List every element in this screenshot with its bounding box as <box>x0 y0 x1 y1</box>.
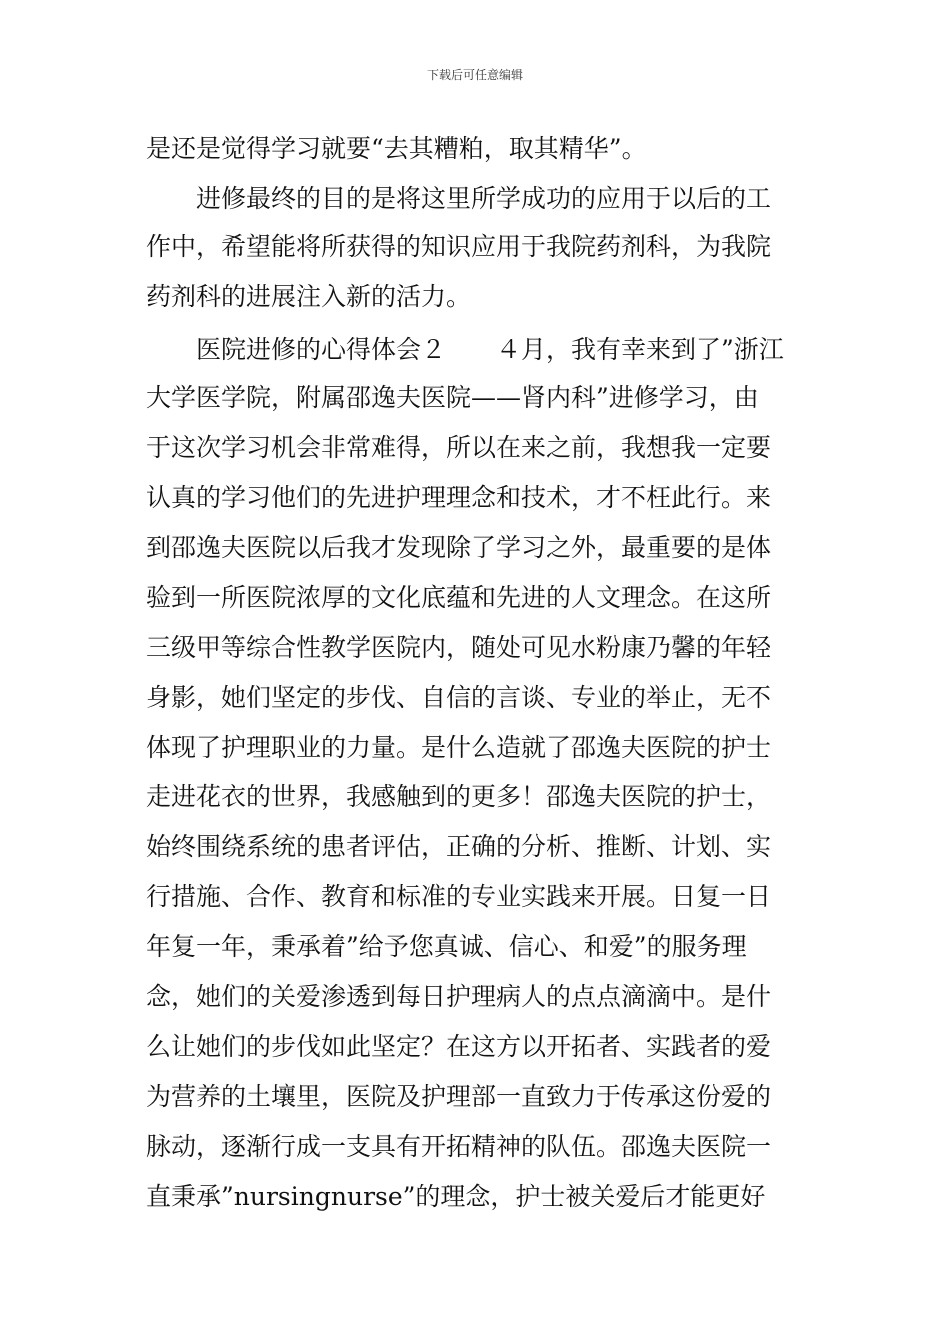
text-line: 体现了护理职业的力量。是什么造就了邵逸夫医院的护士 <box>146 733 772 762</box>
text-line: 药剂科的进展注入新的活力。 <box>146 282 472 311</box>
text-line: 于这次学习机会非常难得，所以在来之前，我想我一定要 <box>146 433 772 462</box>
text-line: 身影，她们坚定的步伐、自信的言谈、专业的举止，无不 <box>146 683 772 712</box>
text-line: 念，她们的关爱渗透到每日护理病人的点点滴滴中。是什 <box>146 982 772 1011</box>
text-line: 为营养的土壤里，医院及护理部一直致力于传承这份爱的 <box>146 1082 772 1111</box>
text-line: 么让她们的步伐如此坚定？在这方以开拓者、实践者的爱 <box>146 1032 772 1061</box>
text-line: 进修最终的目的是将这里所学成功的应用于以后的工 <box>146 184 772 213</box>
text-line: 大学医学院，附属邵逸夫医院——肾内科”进修学习，由 <box>146 383 759 412</box>
text-line: 认真的学习他们的先进护理理念和技术，才不枉此行。来 <box>146 483 772 512</box>
text-line: 走进花衣的世界，我感触到的更多！邵逸夫医院的护士， <box>146 782 772 811</box>
text-line: 验到一所医院浓厚的文化底蕴和先进的人文理念。在这所 <box>146 583 772 612</box>
text-line: 脉动，逐渐行成一支具有开拓精神的队伍。邵逸夫医院一 <box>146 1132 772 1161</box>
text-line: 行措施、合作、教育和标准的专业实践来开展。日复一日 <box>146 882 772 911</box>
header-note: 下载后可任意编辑 <box>426 68 523 82</box>
text-line: 年复一年，秉承着”给予您真诚、信心、和爱”的服务理 <box>146 932 747 961</box>
text-line: 到邵逸夫医院以后我才发现除了学习之外，最重要的是体 <box>146 533 772 562</box>
text-line: 直秉承”nursingnurse”的理念，护士被关爱后才能更好 <box>146 1182 766 1211</box>
text-line: 作中，希望能将所获得的知识应用于我院药剂科，为我院 <box>146 232 772 261</box>
text-line: 医院进修的心得体会２ ４月，我有幸来到了”浙江 <box>146 335 784 364</box>
text-line: 三级甲等综合性教学医院内，随处可见水粉康乃馨的年轻 <box>146 633 772 662</box>
text-line: 始终围绕系统的患者评估，正确的分析、推断、计划、实 <box>146 832 772 861</box>
text-line: 是还是觉得学习就要“去其糟粕，取其精华”。 <box>146 134 647 163</box>
